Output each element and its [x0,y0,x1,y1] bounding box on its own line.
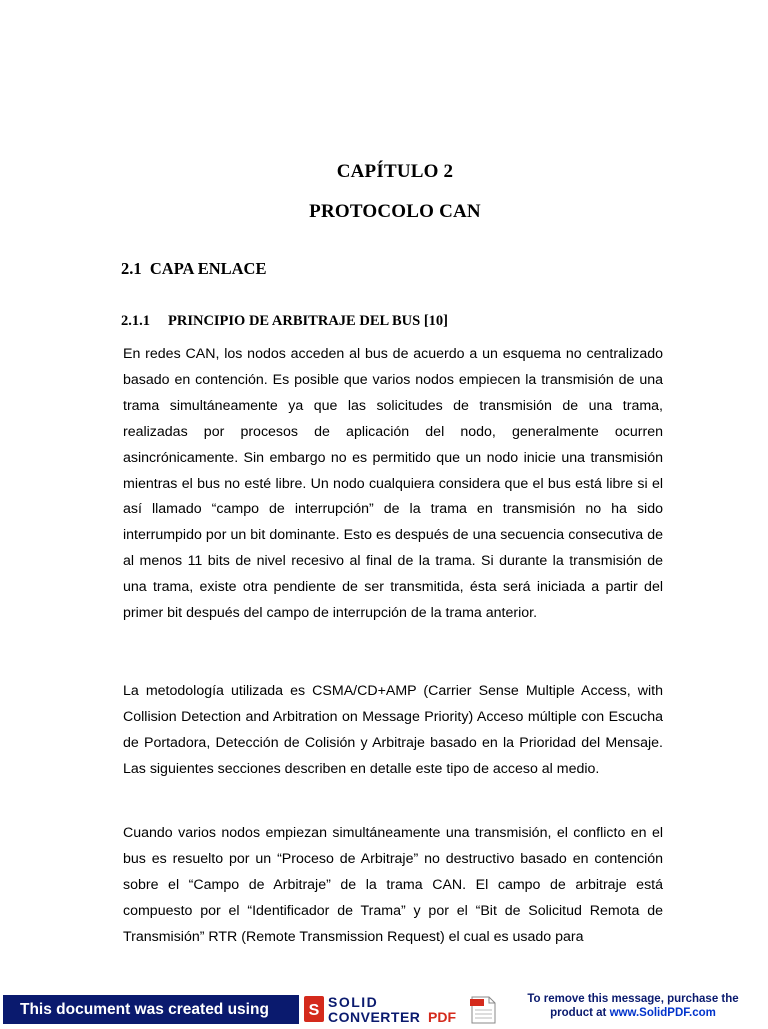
subsection-heading [121,313,448,330]
chapter-title: PROTOCOLO CAN [309,201,481,222]
logo-word-converter: CONVERTER [328,1009,421,1024]
chapter-number: CAPÍTULO 2 [336,161,454,182]
purchase-message-line2 [504,1006,762,1020]
subsection-title: PRINCIPIO DE ARBITRAJE DEL BUS [10] [168,313,448,329]
solidpdf-link[interactable]: www.SolidPDF.com [609,1007,716,1019]
created-using-banner: This document was created using [3,995,299,1024]
body-paragraph-2: La metodología utilizada es CSMA/CD+AMP (Carrier Sense Multiple Access, with Collision Detection and Arbitration on Message Priority) Acceso múltiple con Escucha de Portadora, Detección de Colisión y Arbitraje basado en la Prioridad del Mensaje. Las siguientes secciones describen en detalle este tipo de acceso al medio. [123,683,663,777]
section-heading [121,259,266,279]
purchase-message-line1: To remove this message, purchase the [527,993,739,1005]
section-title: CAPA ENLACE [149,259,267,278]
logo-word-pdf: PDF [428,1009,456,1024]
purchase-message-prefix: product at [550,1007,610,1019]
body-paragraph-1: En redes CAN, los nodos acceden al bus de acuerdo a un esquema no centralizado basado en contención. Es posible que varios nodos empiecen la transmisión de una trama simultáneamente ya que las solicitudes de transmisión de una trama, realizadas por procesos de aplicación del nodo, generalmente ocurren asincrónicamente. Sin embargo no es permitido que un nodo inicie una transmisión mientras el bus no esté libre. Un nodo cualquiera considera que el bus está libre si el así llamado “campo de interrupción” de la trama en transmisión no ha sido interrumpido por un bit dominante. Esto es después de una secuencia consecutiva de al menos 11 bits de nivel recesivo al final de la trama. Si durante la transmisión de una trama, existe otra pendiente de ser transmitida, ésta será iniciada a partir del primer bit después del campo de interrupción de la trama anterior. [123,346,663,622]
logo-word-solid: SOLID [328,994,379,1010]
subsection-number: 2.1.1 [121,313,150,329]
pdf-file-icon [470,997,495,1023]
solid-converter-logo-icon [304,994,504,1024]
solid-converter-logo[interactable] [304,994,504,1024]
watermark-footer [0,991,768,1024]
section-number: 2.1 [121,259,142,278]
purchase-message [504,992,762,1020]
body-paragraph-3: Cuando varios nodos empiezan simultáneamente una transmisión, el conflicto en el bus es resuelto por un “Proceso de Arbitraje” no destructivo basado en contención sobre el “Campo de Arbitraje” de la trama CAN. El campo de arbitraje está compuesto por el “Identificador de Trama” y por el “Bit de Solicitud Remota de Transmisión” RTR (Remote Transmission Request) el cual es usado para [123,825,663,945]
svg-text:S: S [308,1002,320,1019]
